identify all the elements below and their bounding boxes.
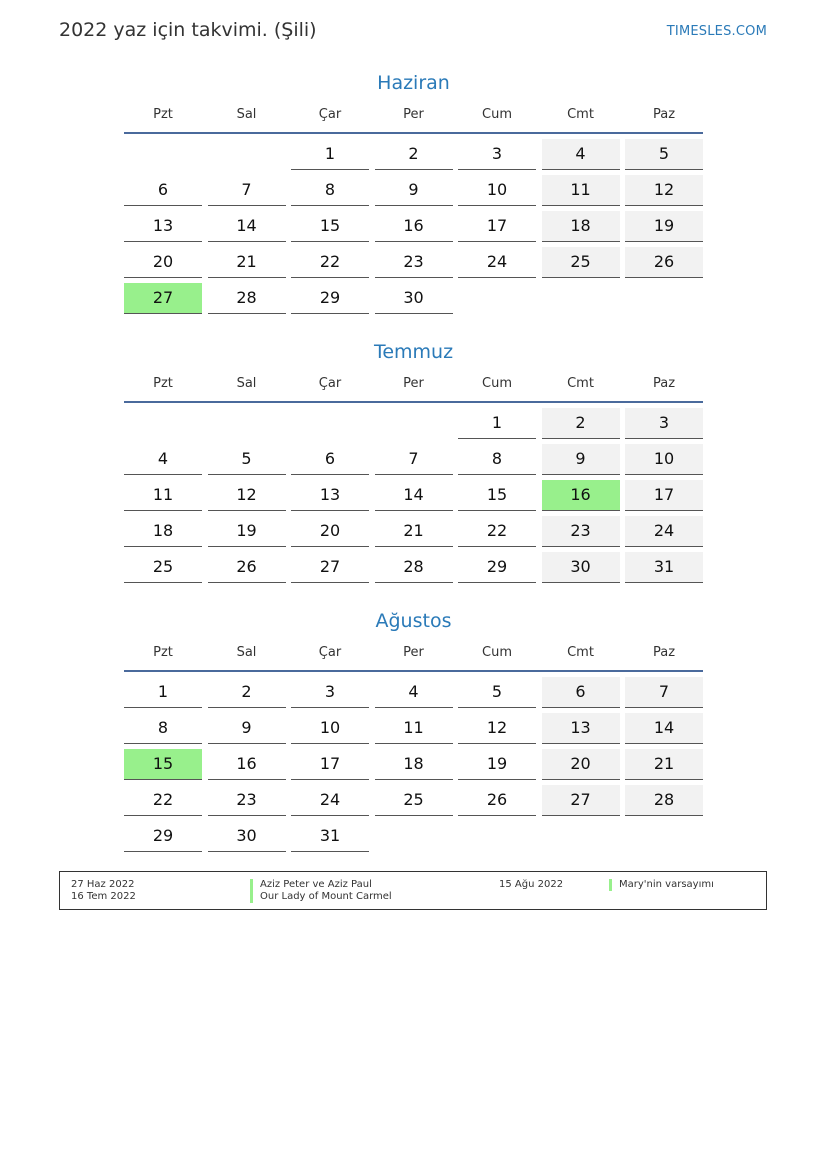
day-cell: 24 xyxy=(458,247,536,278)
empty-day-cell xyxy=(542,283,620,313)
weekday-label: Cmt xyxy=(567,376,594,391)
day-cell: 28 xyxy=(375,552,453,583)
day-cell: 16 xyxy=(542,480,620,511)
day-cell: 20 xyxy=(542,749,620,780)
day-cell: 17 xyxy=(458,211,536,242)
day-cell: 28 xyxy=(625,785,703,816)
day-cell: 11 xyxy=(375,713,453,744)
day-cell: 5 xyxy=(458,677,536,708)
week-row xyxy=(124,821,703,852)
week-row xyxy=(124,552,703,583)
day-cell: 21 xyxy=(208,247,286,278)
day-cell: 24 xyxy=(625,516,703,547)
day-cell: 4 xyxy=(542,139,620,170)
day-cell: 19 xyxy=(458,749,536,780)
day-cell: 12 xyxy=(208,480,286,511)
week-row xyxy=(124,480,703,511)
day-cell: 18 xyxy=(124,516,202,547)
day-cell: 9 xyxy=(542,444,620,475)
weekday-header xyxy=(124,104,703,134)
day-cell: 3 xyxy=(291,677,369,708)
day-cell: 29 xyxy=(124,821,202,852)
weekday-label: Paz xyxy=(652,376,676,391)
day-cell: 24 xyxy=(291,785,369,816)
day-cell: 15 xyxy=(291,211,369,242)
empty-day-cell xyxy=(291,408,369,438)
day-cell: 26 xyxy=(458,785,536,816)
day-cell: 18 xyxy=(542,211,620,242)
day-cell: 15 xyxy=(124,749,202,780)
month-agustos xyxy=(124,608,703,857)
day-cell: 13 xyxy=(291,480,369,511)
weekday-label: Çar xyxy=(318,645,342,660)
day-cell: 31 xyxy=(625,552,703,583)
day-cell: 15 xyxy=(458,480,536,511)
holiday-legend xyxy=(59,871,767,910)
day-cell: 27 xyxy=(542,785,620,816)
empty-day-cell xyxy=(458,283,536,313)
weekday-label: Cum xyxy=(482,376,512,391)
day-cell: 23 xyxy=(208,785,286,816)
day-cell: 6 xyxy=(124,175,202,206)
day-cell: 9 xyxy=(208,713,286,744)
day-cell: 19 xyxy=(208,516,286,547)
day-cell: 1 xyxy=(291,139,369,170)
day-cell: 26 xyxy=(625,247,703,278)
day-cell: 16 xyxy=(375,211,453,242)
day-cell: 8 xyxy=(458,444,536,475)
day-cell: 16 xyxy=(208,749,286,780)
day-cell: 22 xyxy=(458,516,536,547)
day-cell: 21 xyxy=(375,516,453,547)
weekday-label: Sal xyxy=(236,376,257,391)
empty-day-cell xyxy=(625,283,703,313)
week-row xyxy=(124,516,703,547)
weekday-label: Çar xyxy=(318,376,342,391)
day-cell: 5 xyxy=(208,444,286,475)
empty-day-cell xyxy=(458,821,536,851)
weekday-label: Sal xyxy=(236,645,257,660)
day-cell: 30 xyxy=(375,283,453,314)
day-cell: 3 xyxy=(625,408,703,439)
legend-holiday-name: Mary'nin varsayımı xyxy=(609,879,714,891)
day-cell: 8 xyxy=(124,713,202,744)
weekday-label: Per xyxy=(403,376,424,391)
legend-holiday-name: Aziz Peter ve Aziz Paul xyxy=(250,879,372,891)
page-title: 2022 yaz için takvimi. (Şili) xyxy=(59,19,317,41)
week-row xyxy=(124,283,703,314)
month-title: Haziran xyxy=(377,72,450,94)
legend-date: 27 Haz 2022 xyxy=(71,879,135,890)
empty-day-cell xyxy=(625,821,703,851)
day-cell: 14 xyxy=(625,713,703,744)
day-cell: 30 xyxy=(542,552,620,583)
day-grid xyxy=(124,408,703,583)
empty-day-cell xyxy=(124,139,202,169)
day-cell: 22 xyxy=(124,785,202,816)
day-cell: 22 xyxy=(291,247,369,278)
legend-holiday-name: Our Lady of Mount Carmel xyxy=(250,891,392,903)
day-cell: 12 xyxy=(625,175,703,206)
day-cell: 17 xyxy=(291,749,369,780)
empty-day-cell xyxy=(375,408,453,438)
day-cell: 14 xyxy=(208,211,286,242)
day-cell: 25 xyxy=(124,552,202,583)
day-cell: 11 xyxy=(542,175,620,206)
day-cell: 13 xyxy=(124,211,202,242)
day-cell: 1 xyxy=(458,408,536,439)
weekday-label: Pzt xyxy=(153,376,173,391)
day-cell: 6 xyxy=(542,677,620,708)
week-row xyxy=(124,749,703,780)
weekday-label: Cum xyxy=(482,645,512,660)
weekday-label: Pzt xyxy=(153,645,173,660)
weekday-label: Cum xyxy=(482,107,512,122)
day-cell: 31 xyxy=(291,821,369,852)
day-cell: 29 xyxy=(458,552,536,583)
weekday-label: Cmt xyxy=(567,107,594,122)
day-grid xyxy=(124,677,703,852)
day-cell: 6 xyxy=(291,444,369,475)
week-row xyxy=(124,444,703,475)
empty-day-cell xyxy=(208,408,286,438)
day-cell: 25 xyxy=(542,247,620,278)
day-cell: 25 xyxy=(375,785,453,816)
day-grid xyxy=(124,139,703,314)
day-cell: 8 xyxy=(291,175,369,206)
week-row xyxy=(124,785,703,816)
month-title: Ağustos xyxy=(375,610,452,632)
day-cell: 9 xyxy=(375,175,453,206)
day-cell: 1 xyxy=(124,677,202,708)
week-row xyxy=(124,175,703,206)
day-cell: 23 xyxy=(542,516,620,547)
day-cell: 27 xyxy=(124,283,202,314)
weekday-label: Sal xyxy=(236,107,257,122)
month-title: Temmuz xyxy=(373,341,454,363)
day-cell: 10 xyxy=(458,175,536,206)
day-cell: 7 xyxy=(208,175,286,206)
week-row xyxy=(124,677,703,708)
weekday-label: Paz xyxy=(652,645,676,660)
day-cell: 26 xyxy=(208,552,286,583)
day-cell: 5 xyxy=(625,139,703,170)
empty-day-cell xyxy=(542,821,620,851)
month-temmuz xyxy=(124,339,703,588)
day-cell: 20 xyxy=(291,516,369,547)
day-cell: 20 xyxy=(124,247,202,278)
empty-day-cell xyxy=(375,821,453,851)
day-cell: 10 xyxy=(625,444,703,475)
day-cell: 14 xyxy=(375,480,453,511)
day-cell: 2 xyxy=(375,139,453,170)
week-row xyxy=(124,211,703,242)
month-haziran xyxy=(124,70,703,319)
weekday-label: Cmt xyxy=(567,645,594,660)
day-cell: 13 xyxy=(542,713,620,744)
legend-date: 16 Tem 2022 xyxy=(71,891,136,902)
day-cell: 18 xyxy=(375,749,453,780)
week-row xyxy=(124,713,703,744)
day-cell: 4 xyxy=(124,444,202,475)
day-cell: 2 xyxy=(542,408,620,439)
weekday-label: Pzt xyxy=(153,107,173,122)
brand-link[interactable]: TIMESLES.COM xyxy=(666,24,767,39)
weekday-label: Paz xyxy=(652,107,676,122)
day-cell: 10 xyxy=(291,713,369,744)
day-cell: 3 xyxy=(458,139,536,170)
day-cell: 4 xyxy=(375,677,453,708)
day-cell: 28 xyxy=(208,283,286,314)
day-cell: 7 xyxy=(625,677,703,708)
weekday-header xyxy=(124,642,703,672)
day-cell: 2 xyxy=(208,677,286,708)
empty-day-cell xyxy=(124,408,202,438)
day-cell: 21 xyxy=(625,749,703,780)
legend-date: 15 Ağu 2022 xyxy=(499,879,564,890)
day-cell: 23 xyxy=(375,247,453,278)
week-row xyxy=(124,247,703,278)
weekday-header xyxy=(124,373,703,403)
day-cell: 30 xyxy=(208,821,286,852)
day-cell: 29 xyxy=(291,283,369,314)
day-cell: 27 xyxy=(291,552,369,583)
weekday-label: Per xyxy=(403,645,424,660)
day-cell: 12 xyxy=(458,713,536,744)
day-cell: 7 xyxy=(375,444,453,475)
day-cell: 11 xyxy=(124,480,202,511)
week-row xyxy=(124,408,703,439)
weekday-label: Per xyxy=(403,107,424,122)
day-cell: 19 xyxy=(625,211,703,242)
week-row xyxy=(124,139,703,170)
empty-day-cell xyxy=(208,139,286,169)
weekday-label: Çar xyxy=(318,107,342,122)
day-cell: 17 xyxy=(625,480,703,511)
